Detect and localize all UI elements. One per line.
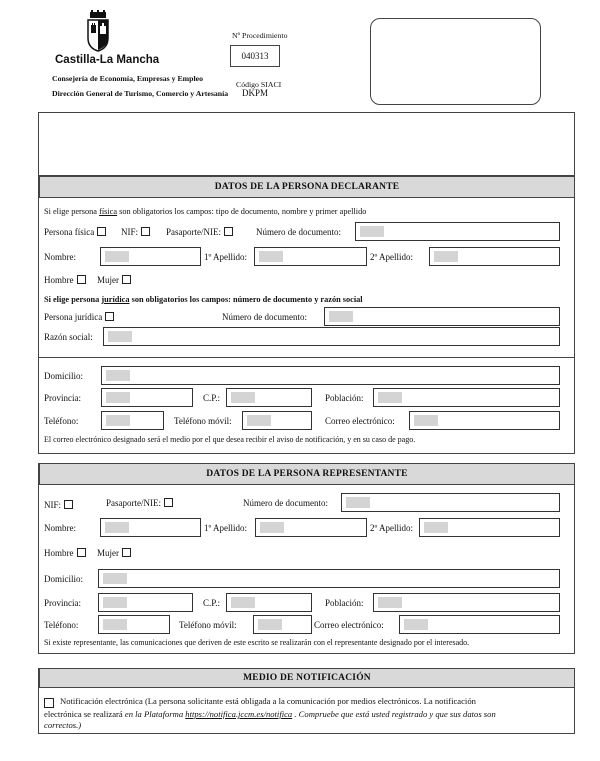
- apellido1-field[interactable]: [254, 247, 367, 266]
- direccion-text: Dirección General de Turismo, Comercio y Artesanía: [52, 89, 229, 98]
- rep-hombre-checkbox[interactable]: [77, 548, 86, 557]
- rep-telefono-label: Teléfono:: [44, 620, 79, 630]
- nif-option[interactable]: NIF:: [121, 227, 150, 237]
- telefono-movil-field[interactable]: [242, 411, 312, 430]
- rep-pasaporte-checkbox[interactable]: [164, 498, 173, 507]
- domicilio-field[interactable]: [101, 366, 560, 385]
- procedimiento-box: [230, 45, 280, 67]
- note-juridica: Si elige persona jurídica son obligatorios los campos: número de documento y razón social: [44, 295, 363, 304]
- note-fisica: Si elige persona física son obligatorios los campos: tipo de documento, nombre y primer apellido: [44, 207, 367, 216]
- apellido2-field[interactable]: [429, 247, 560, 266]
- rep-poblacion-label: Población:: [325, 598, 364, 608]
- persona-fisica-option[interactable]: Persona física: [44, 227, 106, 237]
- section-divider: [38, 357, 575, 358]
- rep-telefono-movil-field[interactable]: [253, 615, 312, 634]
- rep-domicilio-label: Domicilio:: [44, 574, 83, 584]
- telefono-field[interactable]: [101, 411, 164, 430]
- rep-cp-field[interactable]: [226, 593, 312, 612]
- consejeria-text: Consejería de Economía, Empresas y Empleo: [52, 74, 204, 83]
- mujer-checkbox[interactable]: [122, 275, 131, 284]
- siaci-value: DKPM: [242, 88, 269, 98]
- persona-juridica-option[interactable]: Persona jurídica: [44, 312, 114, 322]
- rep-numero-documento-label: Número de documento:: [243, 498, 328, 508]
- notificacion-text-2: electrónica se realizará en la Plataforma https://notifica.jccm.es/notifica . Compruebe que está usted registrado y que sus datos son: [44, 709, 496, 719]
- pasaporte-checkbox[interactable]: [224, 227, 233, 236]
- rep-apellido1-label: 1º Apellido:: [204, 523, 248, 533]
- nif-checkbox[interactable]: [141, 227, 150, 236]
- rep-pasaporte-option[interactable]: Pasaporte/NIE:: [106, 498, 173, 508]
- correo-label: Correo electrónico:: [325, 416, 395, 426]
- numero-documento-juridica-field[interactable]: [324, 307, 560, 326]
- telefono-label: Teléfono:: [44, 416, 79, 426]
- numero-documento-juridica-label: Número de documento:: [222, 312, 307, 322]
- rep-numero-documento-field[interactable]: [341, 493, 560, 512]
- rep-apellido2-label: 2º Apellido:: [370, 523, 414, 533]
- notifica-link[interactable]: https://notifica.jccm.es/notifica: [185, 709, 293, 719]
- rep-mujer-option[interactable]: Mujer: [97, 548, 131, 558]
- org-name: Castilla-La Mancha: [55, 54, 160, 66]
- apellido1-label: 1º Apellido:: [204, 252, 248, 262]
- provincia-label: Provincia:: [44, 393, 81, 403]
- numero-documento-field[interactable]: [355, 222, 560, 241]
- procedimiento-label: Nº Procedimiento: [232, 31, 288, 40]
- hombre-option[interactable]: Hombre: [44, 275, 86, 285]
- nombre-label: Nombre:: [44, 252, 76, 262]
- correo-field[interactable]: [409, 411, 560, 430]
- telefono-movil-label: Teléfono móvil:: [174, 416, 232, 426]
- rep-nombre-label: Nombre:: [44, 523, 76, 533]
- persona-fisica-checkbox[interactable]: [97, 227, 106, 236]
- poblacion-field[interactable]: [373, 388, 560, 407]
- rep-correo-label: Correo electrónico:: [314, 620, 384, 630]
- razon-social-field[interactable]: [103, 327, 560, 346]
- rep-apellido2-field[interactable]: [419, 518, 560, 537]
- rep-poblacion-field[interactable]: [373, 593, 560, 612]
- rep-note: Si existe representante, las comunicaciones que deriven de este escrito se realizarán con el representante designado por el interesado.: [44, 638, 470, 647]
- blank-header-box: [38, 112, 575, 176]
- persona-juridica-checkbox[interactable]: [105, 312, 114, 321]
- rep-cp-label: C.P.:: [203, 598, 221, 608]
- procedimiento-value: 040313: [241, 51, 269, 61]
- notificacion-text-3: correctos.): [44, 720, 82, 730]
- rep-mujer-checkbox[interactable]: [122, 548, 131, 557]
- notificacion-title: MEDIO DE NOTIFICACIÓN: [39, 668, 575, 688]
- rep-hombre-option[interactable]: Hombre: [44, 548, 86, 558]
- domicilio-label: Domicilio:: [44, 371, 83, 381]
- nombre-field[interactable]: [100, 247, 201, 266]
- cp-label: C.P.:: [203, 393, 221, 403]
- provincia-field[interactable]: [101, 388, 193, 407]
- rep-nif-checkbox[interactable]: [64, 500, 73, 509]
- poblacion-label: Población:: [325, 393, 364, 403]
- note-correo: El correo electrónico designado será el medio por el que desea recibir el aviso de notificación, y en su caso de pago.: [44, 435, 416, 444]
- registry-stamp-box: [370, 18, 541, 105]
- cp-field[interactable]: [226, 388, 312, 407]
- rep-provincia-label: Provincia:: [44, 598, 81, 608]
- rep-nombre-field[interactable]: [100, 518, 201, 537]
- rep-apellido1-field[interactable]: [255, 518, 367, 537]
- rep-telefono-movil-label: Teléfono móvil:: [179, 620, 237, 630]
- numero-documento-label: Número de documento:: [256, 227, 341, 237]
- siaci-label: Código SIACI: [236, 80, 282, 89]
- rep-correo-field[interactable]: [399, 615, 560, 634]
- razon-social-label: Razón social:: [44, 332, 93, 342]
- rep-provincia-field[interactable]: [98, 593, 193, 612]
- notificacion-text-1: Notificación electrónica (La persona solicitante está obligada a la comunicación por medios electrónicos. La notificación: [60, 696, 476, 706]
- mujer-option[interactable]: Mujer: [97, 275, 131, 285]
- coat-of-arms-logo: [83, 10, 113, 52]
- pasaporte-option[interactable]: Pasaporte/NIE:: [166, 227, 233, 237]
- rep-domicilio-field[interactable]: [98, 569, 560, 588]
- hombre-checkbox[interactable]: [77, 275, 86, 284]
- notificacion-electronica-checkbox[interactable]: [44, 698, 54, 708]
- apellido2-label: 2º Apellido:: [370, 252, 414, 262]
- rep-nif-option[interactable]: NIF:: [44, 500, 73, 510]
- rep-telefono-field[interactable]: [98, 615, 170, 634]
- representante-title: DATOS DE LA PERSONA REPRESENTANTE: [39, 463, 575, 485]
- declarante-title: DATOS DE LA PERSONA DECLARANTE: [39, 176, 575, 198]
